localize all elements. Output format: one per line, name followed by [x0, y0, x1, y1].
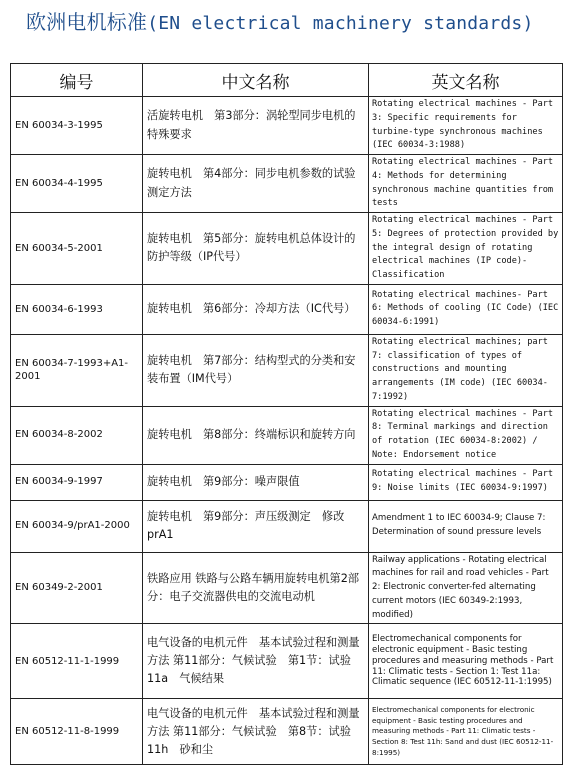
standard-cn-name: 铁路应用 铁路与公路车辆用旋转电机第2部分：电子交流器供电的交流电动机 [143, 552, 369, 624]
standard-cn-name: 旋转电机 第9部分：噪声限值 [143, 464, 369, 500]
standard-en-name: Rotating electrical machines - Part 4: Methods for determining synchronous machine quantities from tests [369, 155, 563, 213]
standard-en-name: Rotating electrical machines - Part 3: Specific requirements for turbine-type synchronous machines (IEC 60034-3:1988) [369, 97, 563, 155]
standard-code: EN 60512-11-8-1999 [11, 699, 143, 765]
standard-cn-name: 旋转电机 第6部分：冷却方法（IC代号） [143, 284, 369, 334]
table-row [11, 406, 563, 464]
standard-code: EN 60034-3-1995 [11, 97, 143, 155]
standard-code: EN 60034-9/prA1-2000 [11, 500, 143, 552]
page-title-en: (EN electrical machinery standards) [147, 13, 534, 34]
standard-code: EN 60034-6-1993 [11, 284, 143, 334]
page-title [26, 6, 534, 35]
table-row [11, 500, 563, 552]
standard-cn-name: 旋转电机 第4部分：同步电机参数的试验测定方法 [143, 155, 369, 213]
table-row [11, 624, 563, 699]
standard-en-name: Railway applications - Rotating electrical machines for rail and road vehicles - Part 2: Electronic converter-fed alternating current motors (IEC 60349-2:1993, modified) [369, 552, 563, 624]
standard-cn-name: 旋转电机 第8部分：终端标识和旋转方向 [143, 406, 369, 464]
page-title-cn: 欧洲电机标准 [26, 10, 148, 34]
standard-cn-name: 电气设备的电机元件 基本试验过程和测量方法 第11部分：气候试验 第8节：试验11h 砂和尘 [143, 699, 369, 765]
standard-cn-name: 旋转电机 第9部分：声压级测定 修改prA1 [143, 500, 369, 552]
standard-cn-name: 活旋转电机 第3部分：涡轮型同步电机的特殊要求 [143, 97, 369, 155]
standard-code: EN 60034-7-1993+A1-2001 [11, 334, 143, 406]
standard-code: EN 60349-2-2001 [11, 552, 143, 624]
standard-en-name: Rotating electrical machines - Part 8: Terminal markings and direction of rotation (IEC 60034-8:2002) / Note: Endorsement notice [369, 406, 563, 464]
header-code: 编号 [11, 64, 143, 97]
table-row [11, 284, 563, 334]
standard-cn-name: 电气设备的电机元件 基本试验过程和测量方法 第11部分：气候试验 第1节：试验11a 气候结果 [143, 624, 369, 699]
table-row [11, 97, 563, 155]
table-row [11, 213, 563, 285]
standard-code: EN 60034-5-2001 [11, 213, 143, 285]
standard-en-name: Rotating electrical machines; part 7: classification of types of constructions and mounting arrangements (IM code) (IEC 60034-7:1992) [369, 334, 563, 406]
standard-code: EN 60512-11-1-1999 [11, 624, 143, 699]
table-row [11, 552, 563, 624]
standard-code: EN 60034-9-1997 [11, 464, 143, 500]
header-en-name: 英文名称 [369, 64, 563, 97]
standard-cn-name: 旋转电机 第5部分：旋转电机总体设计的防护等级（IP代号） [143, 213, 369, 285]
table-header-row [11, 64, 563, 97]
header-cn-name: 中文名称 [143, 64, 369, 97]
standard-code: EN 60034-4-1995 [11, 155, 143, 213]
table-row [11, 699, 563, 765]
standard-code: EN 60034-8-2002 [11, 406, 143, 464]
standard-cn-name: 旋转电机 第7部分：结构型式的分类和安装布置（IM代号） [143, 334, 369, 406]
standard-en-name: Electromechanical components for electronic equipment - Basic testing procedures and measuring methods - Part 11: Climatic tests - Section 1: Test 11a: Climatic sequence (IEC 60512-11-1:1995) [369, 624, 563, 699]
standards-table [10, 63, 563, 765]
table-row [11, 334, 563, 406]
standard-en-name: Rotating electrical machines - Part 5: Degrees of protection provided by the integral design of rotating electrical machines (IP code)- Classification [369, 213, 563, 285]
standard-en-name: Rotating electrical machines - Part 9: Noise limits (IEC 60034-9:1997) [369, 464, 563, 500]
table-row [11, 464, 563, 500]
standard-en-name: Electromechanical components for electronic equipment - Basic testing procedures and measuring methods - Part 11: Climatic tests - Section 8: Test 11h: Sand and dust (IEC 60512-11-8:1995) [369, 699, 563, 765]
table-row [11, 155, 563, 213]
standard-en-name: Rotating electrical machines- Part 6: Methods of cooling (IC Code) (IEC 60034-6:1991) [369, 284, 563, 334]
standard-en-name: Amendment 1 to IEC 60034-9; Clause 7: Determination of sound pressure levels [369, 500, 563, 552]
